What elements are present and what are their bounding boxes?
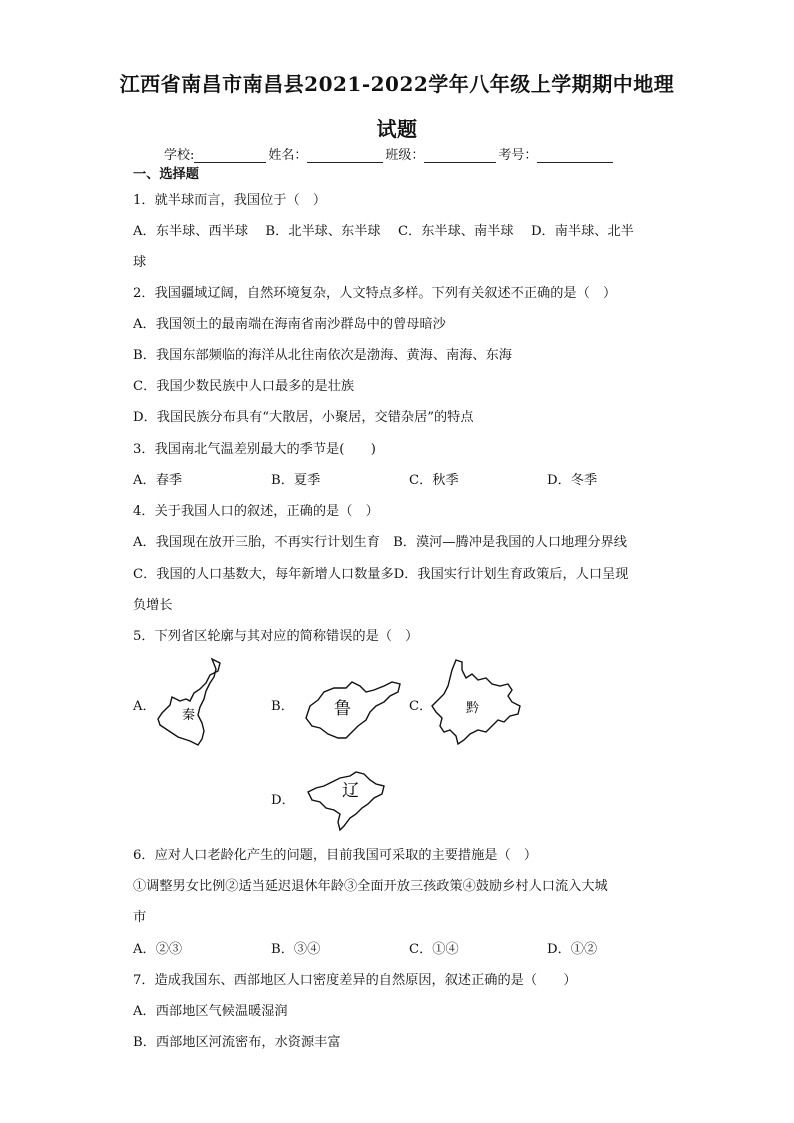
number-label: 考号： (498, 148, 538, 163)
map-a-label: 秦 (182, 708, 196, 723)
q4-stem: 4．关于我国人口的叙述，正确的是（ ） (133, 504, 379, 519)
class-field[interactable] (424, 148, 496, 163)
q4-options-cd: C．我国的人口基数大，每年新增人口数量多D．我国实行计划生育政策后，人口呈现 (133, 567, 629, 582)
q6-option-d: D．①② (547, 942, 598, 957)
liaoning-outline-map (304, 770, 388, 832)
q6-option-c: C．①④ (409, 942, 459, 957)
map-d-label: 辽 (342, 781, 359, 801)
map-c-label: 黔 (466, 701, 480, 716)
q6-stem: 6．应对人口老龄化产生的问题，目前我国可采取的主要措施是（ ） (133, 848, 538, 863)
map-b-label: 鲁 (334, 699, 351, 719)
yunnan-outline-map (428, 656, 524, 748)
section-heading: 一、选择题 (133, 167, 199, 182)
school-field[interactable] (194, 148, 266, 163)
page-title: 江西省南昌市南昌县2021-2022学年八年级上学期期中地理 (119, 72, 675, 96)
q7-stem: 7．造成我国东、西部地区人口密度差异的自然原因，叙述正确的是（ ） (133, 973, 577, 988)
page-title-continued: 试题 (376, 117, 418, 141)
q3-option-d: D．冬季 (547, 473, 598, 488)
school-label: 学校: (164, 148, 195, 163)
q7-option-b: B．西部地区河流密布，水资源丰富 (133, 1035, 341, 1050)
q5-option-a: A． (133, 699, 156, 714)
q1-stem: 1．就半球而言，我国位于（ ） (133, 193, 327, 208)
q6-items: ①调整男女比例②适当延迟退休年龄③全面开放三孩政策④鼓励乡村人口流入大城 (133, 879, 608, 894)
q1-options: A．东半球、西半球 B．北半球、东半球 C．东半球、南半球 D．南半球、北半 (133, 224, 634, 239)
class-label: 班级： (385, 148, 425, 163)
number-field[interactable] (537, 148, 613, 163)
q5-option-c: C． (409, 699, 433, 714)
q6-option-a: A．②③ (133, 942, 183, 957)
q4-options-wrap: 负增长 (133, 598, 173, 613)
q5-option-b: B． (271, 699, 294, 714)
q3-option-a: A．春季 (133, 473, 183, 488)
q7-option-a: A．西部地区气候温暖湿润 (133, 1004, 288, 1019)
student-info-row (164, 144, 615, 163)
q3-stem: 3．我国南北气温差别最大的季节是( ) (133, 442, 376, 457)
q3-option-c: C．秋季 (409, 473, 459, 488)
q2-stem: 2．我国疆域辽阔，自然环境复杂，人文特点多样。下列有关叙述不正确的是（ ） (133, 286, 617, 301)
name-field[interactable] (307, 148, 383, 163)
q5-stem: 5．下列省区轮廓与其对应的简称错误的是（ ） (133, 629, 419, 644)
shaanxi-outline-map (150, 655, 228, 747)
q6-option-b: B．③④ (271, 942, 321, 957)
shandong-outline-map (300, 672, 404, 742)
q2-option-b: B．我国东部频临的海洋从北往南依次是渤海、黄海、南海、东海 (133, 348, 512, 363)
q2-option-c: C．我国少数民族中人口最多的是壮族 (133, 379, 355, 394)
q6-items-wrap: 市 (133, 910, 147, 925)
name-label: 姓名： (268, 148, 308, 163)
q4-options-ab: A．我国现在放开三胎，不再实行计划生育 B．漠河—腾冲是我国的人口地理分界线 (133, 535, 627, 550)
q1-options-wrap: 球 (133, 255, 147, 270)
q2-option-d: D．我国民族分布具有“大散居，小聚居，交错杂居”的特点 (133, 410, 474, 425)
q3-option-b: B．夏季 (271, 473, 321, 488)
q2-option-a: A．我国领土的最南端在海南省南沙群岛中的曾母暗沙 (133, 317, 446, 332)
q5-option-d: D． (271, 793, 295, 808)
